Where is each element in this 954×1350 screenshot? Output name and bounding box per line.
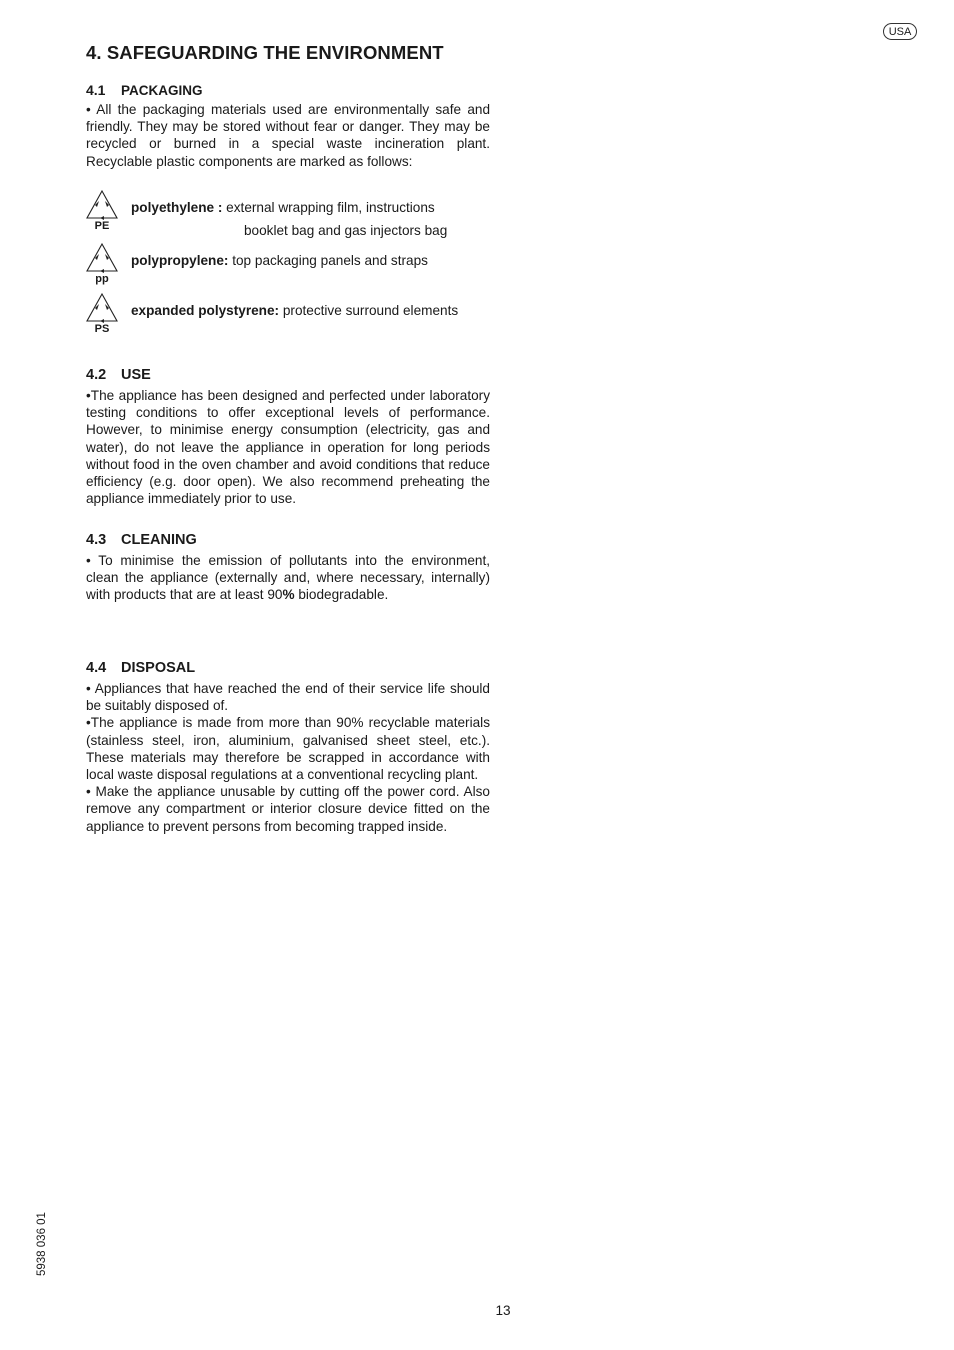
- section-title: CLEANING: [121, 532, 197, 548]
- material-desc: top packaging panels and straps: [228, 253, 428, 268]
- section-number: 4.1: [86, 82, 106, 98]
- material-name: polypropylene:: [131, 253, 229, 268]
- page-number: 13: [495, 1303, 511, 1318]
- section-heading-use: [86, 367, 151, 383]
- recycle-triangle-icon: [85, 292, 119, 324]
- material-desc: external wrapping film, instructions: [222, 200, 435, 215]
- recycle-symbol-ps: [85, 292, 119, 335]
- cleaning-text: • To minimise the emission of pollutants into the environment, clean the appliance (externally and, where necessary, internally) with products that are at least 90: [86, 553, 490, 603]
- plastic-code-pp: pp: [95, 273, 109, 285]
- recycle-triangle-icon: [85, 242, 119, 274]
- cleaning-text-end: biodegradable.: [294, 587, 389, 603]
- disposal-paragraph-3: • Make the appliance unusable by cutting off the power cord. Also remove any compartment or interior closure device fitted on the appliance to prevent persons from becoming trapped inside.: [86, 784, 490, 834]
- section-title: PACKAGING: [121, 83, 203, 98]
- section-number: 4.4: [86, 660, 107, 676]
- disposal-paragraphs: [86, 680, 490, 835]
- document-number: 5938 036 01: [36, 1212, 48, 1276]
- plastic-code-pe: PE: [94, 220, 110, 232]
- material-pe-desc-cont: booklet bag and gas injectors bag: [244, 223, 448, 238]
- use-paragraph: •The appliance has been designed and perfected under laboratory testing conditions to offer exceptional levels of performance. However, to minimise energy consumption (electricity, gas and water), do not leave the appliance in operation for long periods without food in the oven chamber and avoid conditions that reduce efficiency (e.g. door open). We also recommend preheating the appliance immediately prior to use.: [86, 388, 490, 507]
- packaging-paragraph: • All the packaging materials used are environmentally safe and friendly. They may be stored without fear or danger. They may be recycled or burned in a special waste incineration plant. Recyclable plastic components are marked as follows:: [86, 102, 490, 169]
- recycle-symbol-pp: [85, 242, 119, 285]
- region-badge: USA: [883, 23, 917, 40]
- section-number: 4.3: [86, 532, 107, 548]
- section-heading-packaging: [86, 82, 203, 98]
- disposal-paragraph-2: •The appliance is made from more than 90% recyclable materials (stainless steel, iron, aluminium, galvanised sheet steel, etc.). These materials may therefore be scrapped in accordance with local waste disposal regulations at a conventional recycling plant.: [86, 715, 490, 783]
- section-number: 4.2: [86, 367, 107, 383]
- material-pe: [131, 199, 435, 216]
- section-heading-cleaning: [86, 532, 197, 548]
- section-title: USE: [121, 367, 151, 383]
- page-title: 4. SAFEGUARDING THE ENVIRONMENT: [86, 42, 444, 63]
- recycle-triangle-icon: [85, 189, 119, 221]
- material-name: expanded polystyrene:: [131, 303, 280, 318]
- material-pp: [131, 252, 428, 269]
- plastic-code-ps: PS: [94, 323, 110, 335]
- section-heading-disposal: [86, 660, 195, 676]
- cleaning-paragraph: [86, 552, 490, 604]
- material-desc: protective surround elements: [279, 303, 459, 318]
- material-ps: [131, 302, 458, 319]
- section-title: DISPOSAL: [121, 660, 196, 676]
- material-name: polyethylene :: [131, 200, 223, 215]
- disposal-paragraph-1: • Appliances that have reached the end of their service life should be suitably disposed of.: [86, 681, 490, 714]
- percent-sign: %: [282, 587, 295, 603]
- recycle-symbol-pe: [85, 189, 119, 232]
